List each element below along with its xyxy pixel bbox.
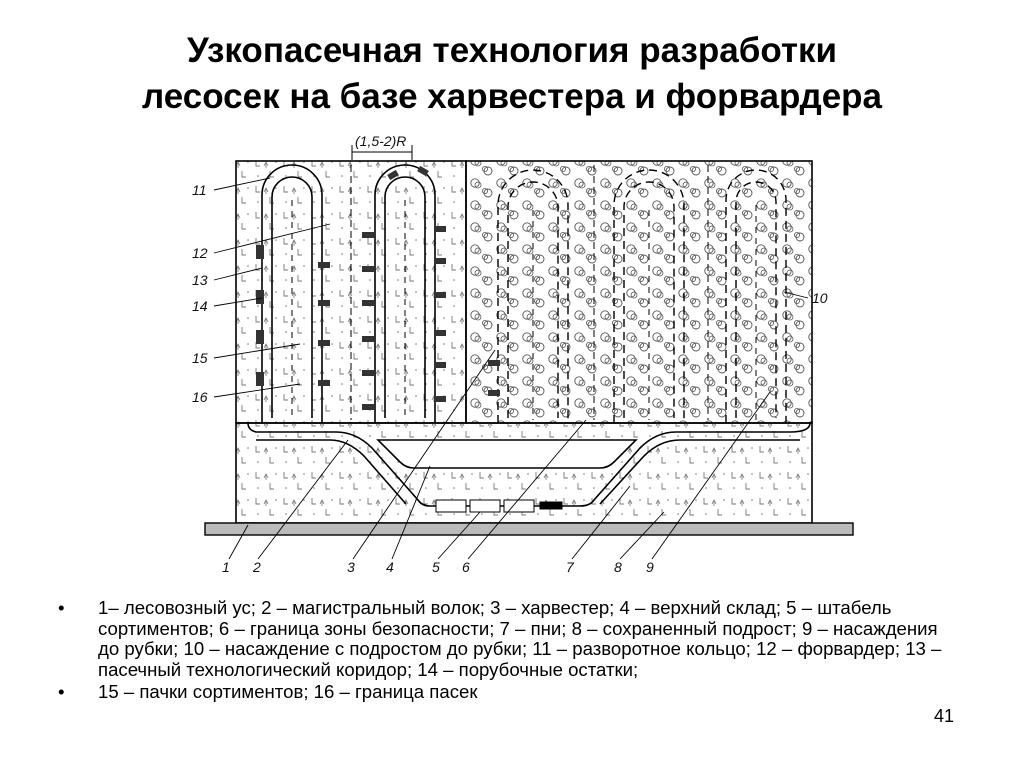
callout-2: 2 xyxy=(253,559,261,575)
bullet-dot: • xyxy=(58,681,65,702)
page-number: 41 xyxy=(934,706,955,726)
callout-12: 12 xyxy=(192,245,208,261)
callout-7: 7 xyxy=(566,559,574,575)
legend-item xyxy=(58,598,958,680)
callout-6: 6 xyxy=(462,559,470,575)
callout-4: 4 xyxy=(386,559,394,575)
callout-10: 10 xyxy=(812,290,828,306)
dimension-label: (1,5-2)R xyxy=(355,134,407,149)
callout-5: 5 xyxy=(432,559,440,575)
callout-3: 3 xyxy=(347,559,355,575)
logging-road xyxy=(205,523,853,535)
callout-1: 1 xyxy=(222,559,230,575)
slide-title-line-2: лесосек на базе харвестера и форвардера xyxy=(141,77,883,116)
logging-scheme-diagram xyxy=(175,134,855,580)
legend-item xyxy=(58,682,958,703)
standing-forest-area xyxy=(466,161,812,423)
legend-text: 15 – пачки сортиментов; 16 – граница пасек xyxy=(98,681,478,702)
legend-text: 1– лесовозный ус; 2 – магистральный волок; 3 – харвестер; 4 – верхний склад; 5 – штабель сортиментов; 6 – граница зоны безопасности; 7 – пни; 8 – сохраненный подрост; 9 – насаждения до рубки; 10 – насаждение с подростом до рубки; 11 – разворотное кольцо; 12 – форвардер; 13 – пасечный технологический коридор; 14 – порубочные остатки; xyxy=(98,597,942,680)
callout-14: 14 xyxy=(192,298,208,314)
callout-11: 11 xyxy=(192,182,207,198)
slide-title xyxy=(0,28,1024,120)
callout-16: 16 xyxy=(192,389,208,405)
callout-13: 13 xyxy=(192,272,208,288)
callout-9: 9 xyxy=(646,559,654,575)
callout-15: 15 xyxy=(192,350,208,366)
slide-title-line-1: Узкопасечная технология разработки xyxy=(186,31,838,70)
bullet-dot: • xyxy=(58,597,65,618)
callout-8: 8 xyxy=(614,559,622,575)
legend-list xyxy=(58,598,958,705)
